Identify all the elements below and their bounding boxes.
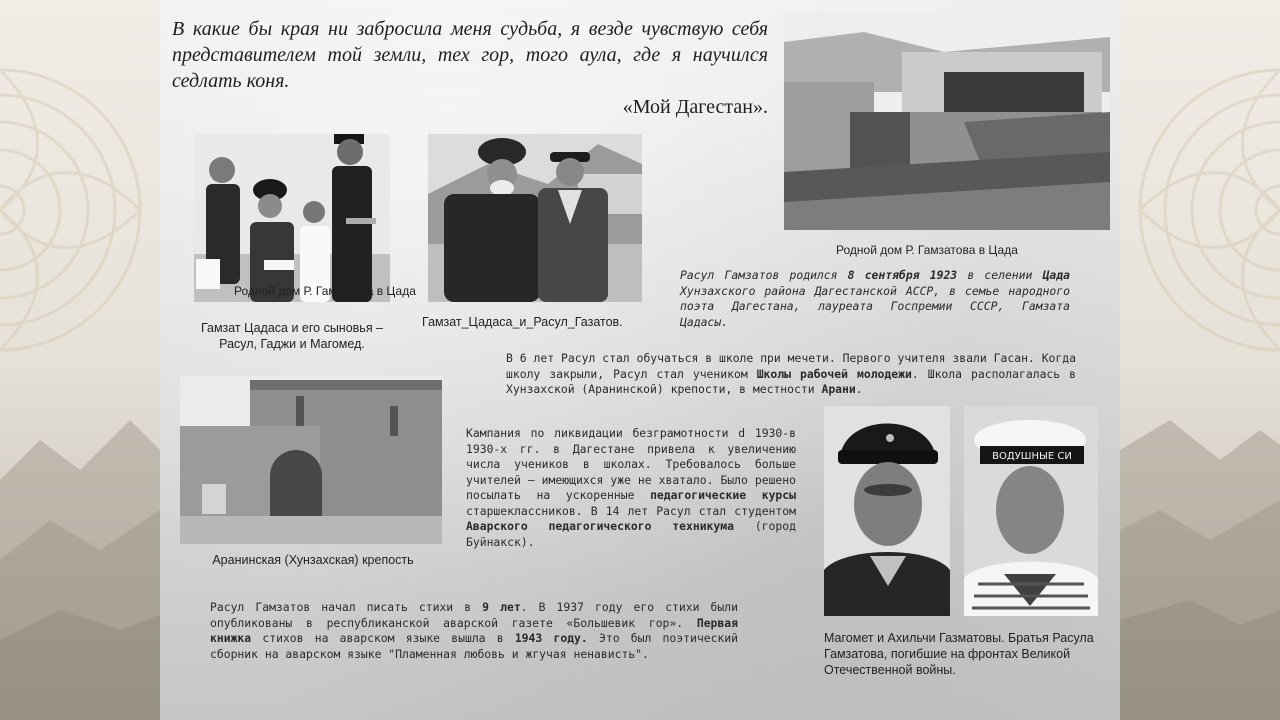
mountains-image — [0, 360, 160, 720]
poetry-text: Расул Гамзатов начал писать стихи в 9 лет. В 1937 году его стихи были опубликованы в республиканской аварской газете «Большевик гор». Первая книжка стихов на аварском языке вышла в 1943 году. Это был поэтический сборник на аварском языке "Пламенная любовь и жгучая ненависть". — [210, 600, 738, 661]
cap-ribbon-text: ВОДУШНЫЕ СИ — [992, 451, 1072, 462]
right-decor-panel — [1120, 0, 1280, 720]
home-photo — [784, 12, 1110, 230]
ornament-icon — [0, 30, 150, 390]
ornament-icon — [1130, 30, 1280, 390]
epigraph-quote: В какие бы края ни забросила меня судьба, я везде чувствую себя представителем той земли, тех гор, того аула, где я научился седлать коня. — [172, 18, 768, 92]
family-photo-caption: Гамзат Цадаса и его сыновья – Расул, Гаджи и Магомед. — [200, 321, 384, 351]
brother-magomet-photo — [824, 406, 950, 616]
campaign-text: Кампания по ликвидации безграмотности d 1930-в 1930-х гг. в Дагестане привела к увеличению числа учеников в школах. Требовалось больше учителей – имеющихся уже не хватало. Было решено посылать на ускоренные педагогические курсы старшеклассников. В 14 лет Расул стал студентом Аварского педагогического техникума (город Буйнакск). — [466, 426, 796, 549]
brother-akhilchi-photo — [964, 406, 1098, 616]
father-son-photo — [428, 134, 642, 302]
fortress-caption: Аранинская (Хунзахская) крепость — [212, 553, 414, 567]
left-decor-panel — [0, 0, 160, 720]
home-caption-overlay: Родной дом Р. Гамзатова в Цада — [234, 284, 416, 298]
school-text: В 6 лет Расул стал обучаться в школе при мечети. Первого учителя звали Гасан. Когда школу закрыли, Расул стал учеником Школы рабочей молодежи. Школа располагалась в Хунзахской (Аранинской) крепости, в местности Арани. — [506, 351, 1076, 396]
home-photo-caption: Родной дом Р. Гамзатова в Цада — [836, 243, 1018, 257]
family-photo — [194, 134, 390, 302]
birth-text: Расул Гамзатов родился 8 сентября 1923 в селении Цада Хунзахского района Дагестанской АССР, в семье народного поэта Дагестана, лауреата Госпремии СССР, Гамзата Цадасы. — [680, 268, 1070, 329]
epigraph-source: «Мой Дагестан». — [622, 96, 768, 118]
fortress-photo — [180, 376, 442, 544]
brothers-caption: Магомет и Ахильчи Газматовы. Братья Расула Гамзатова, погибшие на фронтах Великой Отечественной войны. — [824, 631, 1094, 677]
main-panel — [160, 0, 1120, 720]
father-son-caption: Гамзат_Цадаса_и_Расул_Газатов. — [422, 315, 623, 329]
mountains-image — [1120, 360, 1280, 720]
